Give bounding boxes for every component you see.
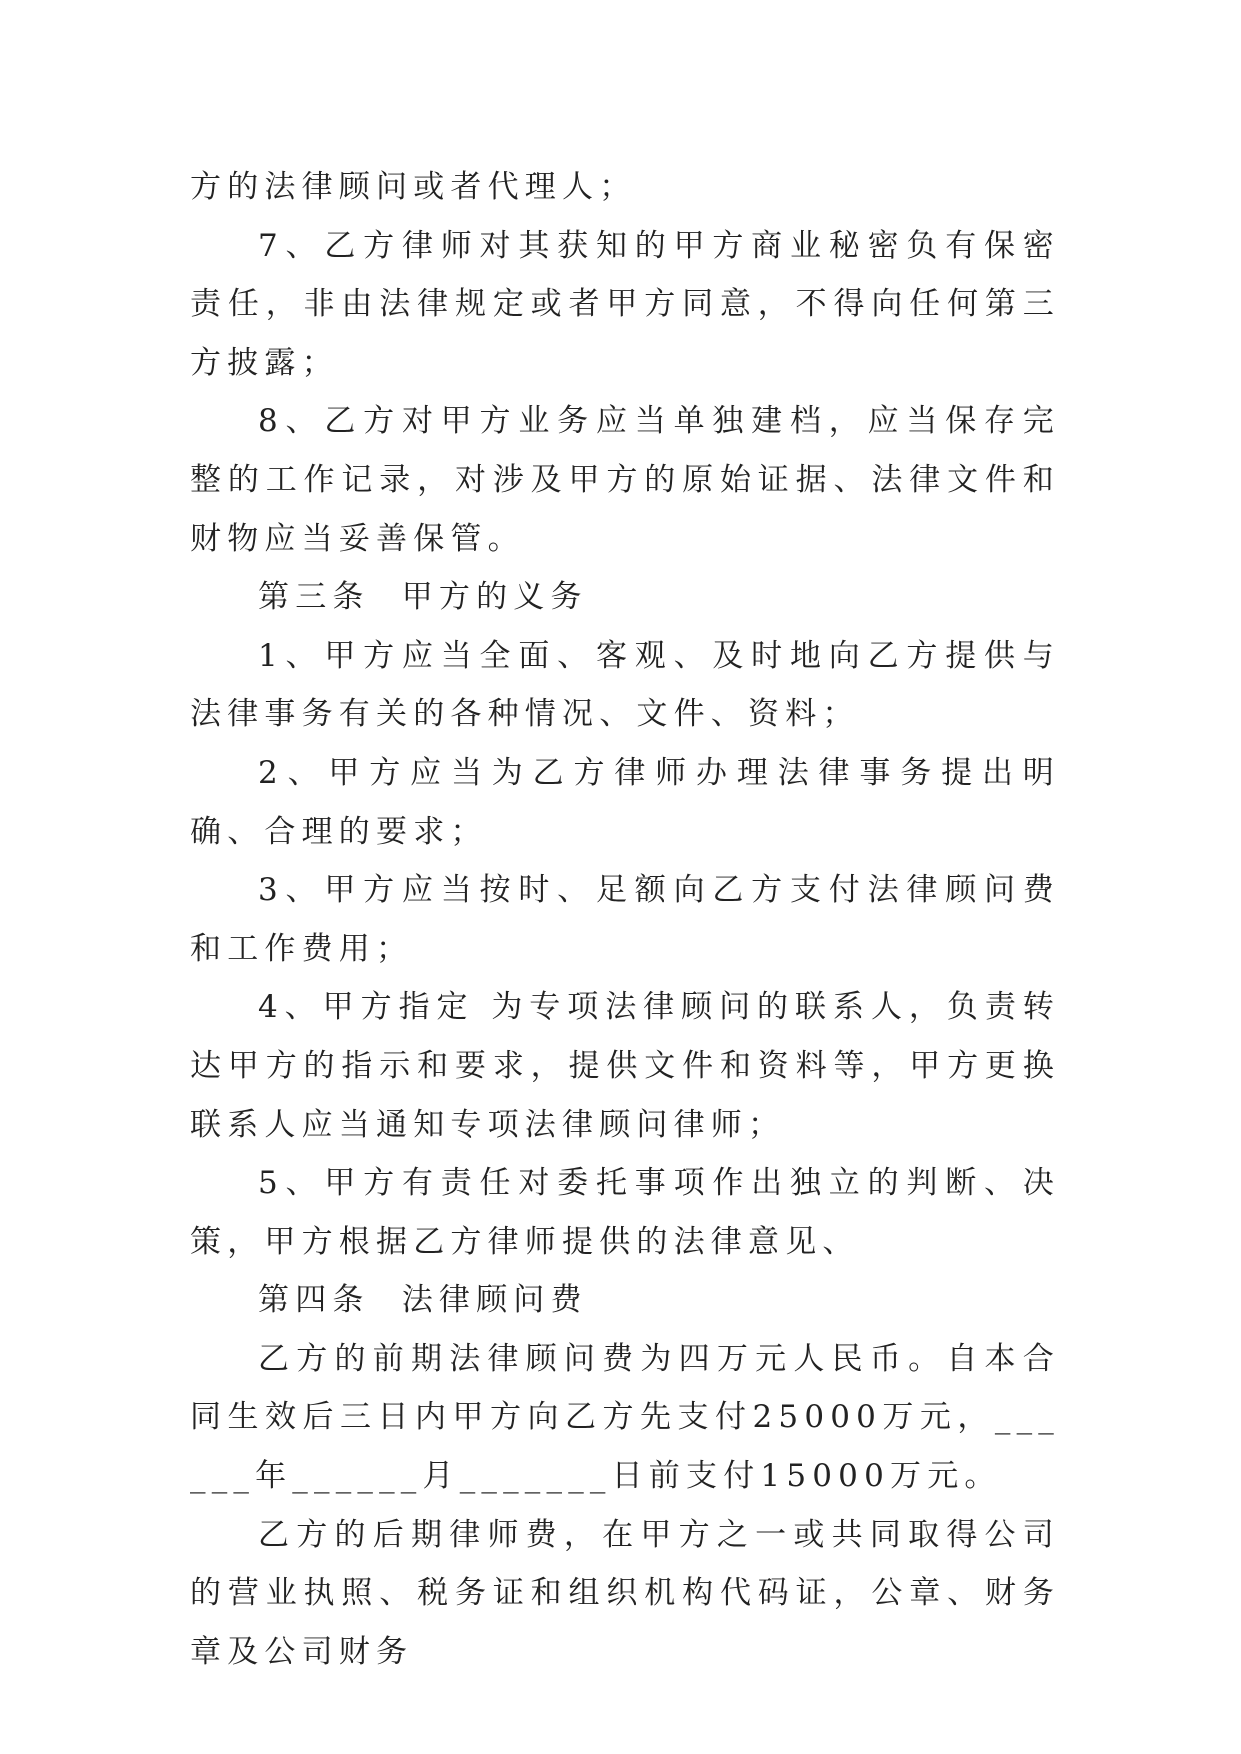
paragraph-article4-fee-early: 乙方的前期法律顾问费为四万元人民币。自本合同生效后三日内甲方向乙方先支付25000万元，______年______月_______日前支付15000万元。 bbox=[190, 1340, 1060, 1495]
section-heading-article-4: 第四条 法律顾问费 bbox=[258, 1282, 588, 1319]
document-body bbox=[190, 158, 1060, 1681]
paragraph-item-7: 7、乙方律师对其获知的甲方商业秘密负有保密责任，非由法律规定或者甲方同意，不得向任何第三方披露； bbox=[190, 227, 1060, 381]
paragraph-article3-item-2: 2、甲方应当为乙方律师办理法律事务提出明确、合理的要求； bbox=[190, 754, 1060, 850]
paragraph-article3-item-4: 4、甲方指定 为专项法律顾问的联系人，负责转达甲方的指示和要求，提供文件和资料等，甲方更换联系人应当通知专项法律顾问律师； bbox=[190, 989, 1060, 1143]
paragraph-article3-item-5: 5、甲方有责任对委托事项作出独立的判断、决策，甲方根据乙方律师提供的法律意见、 bbox=[190, 1165, 1060, 1260]
section-heading-article-3: 第三条 甲方的义务 bbox=[258, 579, 588, 616]
paragraph-continuation: 方的法律顾问或者代理人； bbox=[190, 169, 637, 205]
paragraph-article3-item-1: 1、甲方应当全面、客观、及时地向乙方提供与法律事务有关的各种情况、文件、资料； bbox=[190, 637, 1060, 733]
paragraph-article4-fee-later: 乙方的后期律师费，在甲方之一或共同取得公司的营业执照、税务证和组织机构代码证，公章、财务章及公司财务 bbox=[190, 1516, 1060, 1670]
paragraph-article3-item-3: 3、甲方应当按时、足额向乙方支付法律顾问费和工作费用； bbox=[190, 872, 1060, 967]
paragraph-item-8: 8、乙方对甲方业务应当单独建档，应当保存完整的工作记录，对涉及甲方的原始证据、法律文件和财物应当妥善保管。 bbox=[190, 403, 1060, 557]
